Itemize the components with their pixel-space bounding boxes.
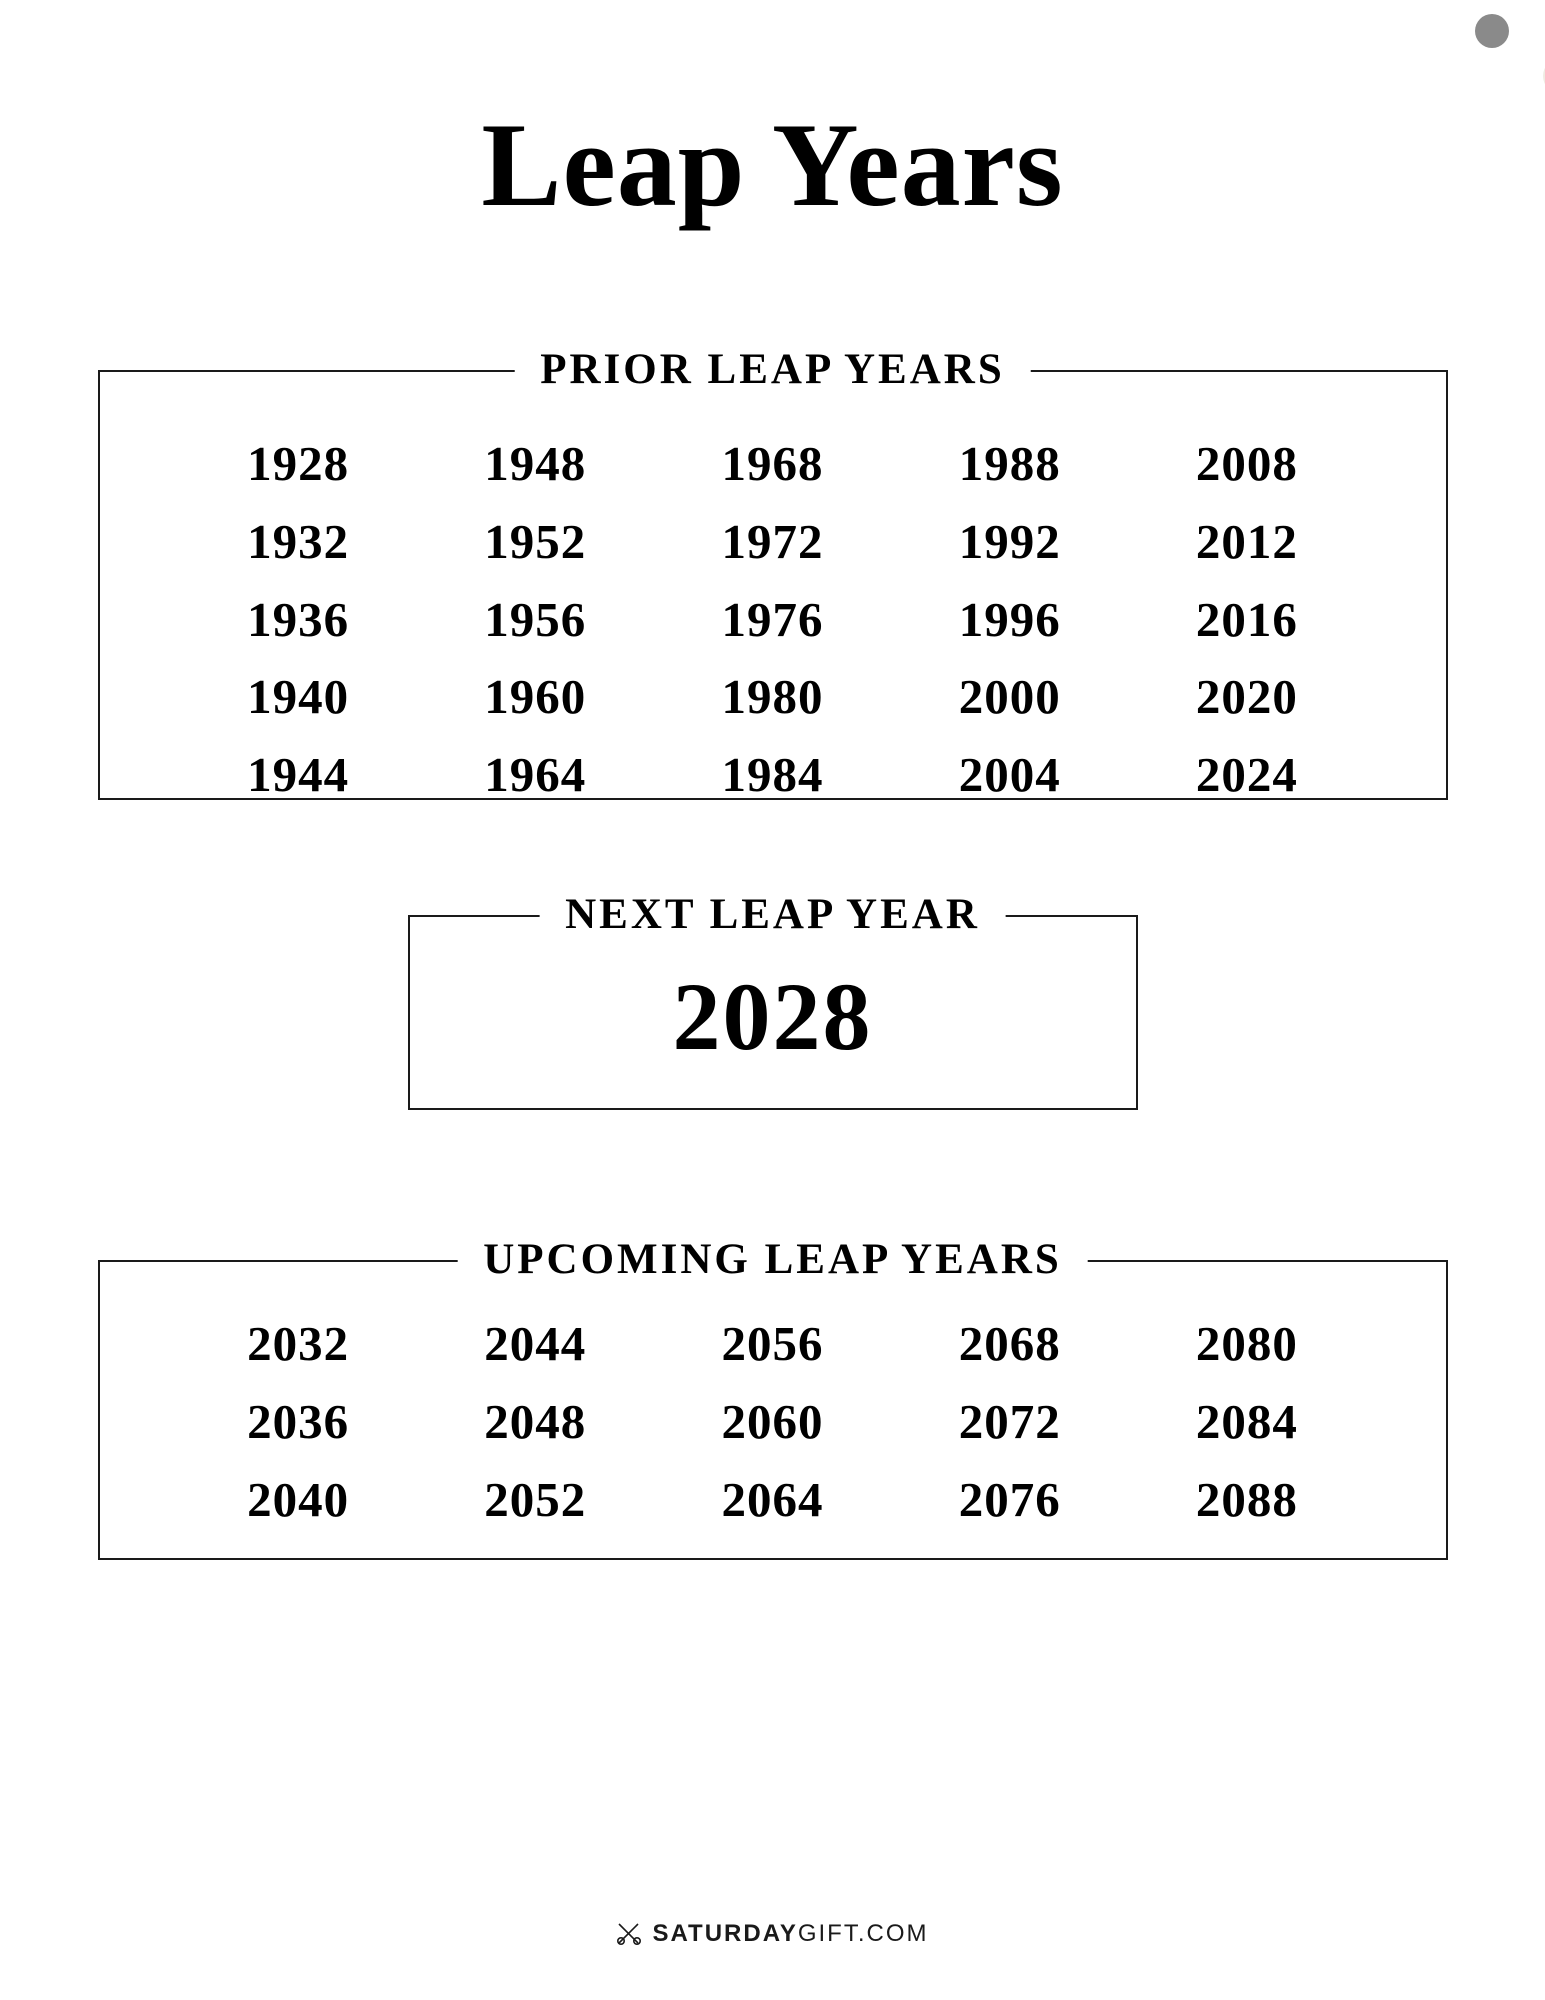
scissors-icon	[616, 1921, 642, 1947]
year-value: 2032	[247, 1316, 350, 1371]
upcoming-leap-years-grid	[100, 1262, 1446, 1529]
year-value: 1980	[721, 669, 824, 725]
prior-leap-years-section	[98, 346, 1448, 803]
upcoming-leap-years-heading: UPCOMING LEAP YEARS	[457, 1234, 1088, 1286]
prior-leap-years-heading: PRIOR LEAP YEARS	[514, 344, 1031, 396]
year-value: 2040	[247, 1471, 350, 1527]
year-value: 1996	[958, 591, 1061, 647]
year-value: 1928	[247, 436, 350, 491]
year-value: 2036	[247, 1393, 350, 1449]
next-leap-year-section	[408, 891, 1138, 1110]
year-value: 2052	[484, 1471, 587, 1527]
footer-brand-bold: SATURDAY	[652, 1920, 798, 1947]
prior-leap-years-grid	[100, 372, 1446, 805]
year-value: 2088	[1195, 1471, 1298, 1527]
year-value: 2020	[1195, 669, 1298, 725]
year-value: 2004	[958, 747, 1061, 803]
next-leap-year-value: 2028	[672, 963, 873, 1070]
next-leap-year-heading: NEXT LEAP YEAR	[539, 889, 1006, 941]
year-value: 1944	[247, 747, 350, 803]
year-value: 1988	[958, 436, 1061, 491]
year-value: 2076	[958, 1471, 1061, 1527]
upcoming-leap-years-section	[98, 1236, 1448, 1560]
year-value: 2060	[721, 1393, 824, 1449]
year-value: 1964	[484, 747, 587, 803]
year-value: 2012	[1195, 513, 1298, 569]
year-value: 1972	[721, 513, 824, 569]
year-value: 2024	[1195, 747, 1298, 803]
year-value: 2044	[484, 1316, 587, 1371]
year-value: 1968	[721, 436, 824, 491]
footer-brand[interactable]	[652, 1920, 928, 1948]
year-value: 2072	[958, 1393, 1061, 1449]
year-value: 1976	[721, 591, 824, 647]
year-value: 1936	[247, 591, 350, 647]
page-title: Leap Years	[481, 98, 1064, 231]
year-value: 2064	[721, 1471, 824, 1527]
year-value: 1932	[247, 513, 350, 569]
year-value: 2000	[958, 669, 1061, 725]
year-value: 2080	[1195, 1316, 1298, 1371]
year-value: 1948	[484, 436, 587, 491]
year-value: 1992	[958, 513, 1061, 569]
year-value: 1956	[484, 591, 587, 647]
footer-brand-light: GIFT.COM	[797, 1920, 929, 1947]
year-value: 2008	[1195, 436, 1298, 491]
year-value: 1960	[484, 669, 587, 725]
year-value: 2048	[484, 1393, 587, 1449]
year-value: 2016	[1195, 591, 1298, 647]
year-value: 1940	[247, 669, 350, 725]
year-value: 2068	[958, 1316, 1061, 1371]
year-value: 1952	[484, 513, 587, 569]
year-value: 1984	[721, 747, 824, 803]
footer	[0, 1920, 1545, 1948]
year-value: 2084	[1195, 1393, 1298, 1449]
year-value: 2056	[721, 1316, 824, 1371]
